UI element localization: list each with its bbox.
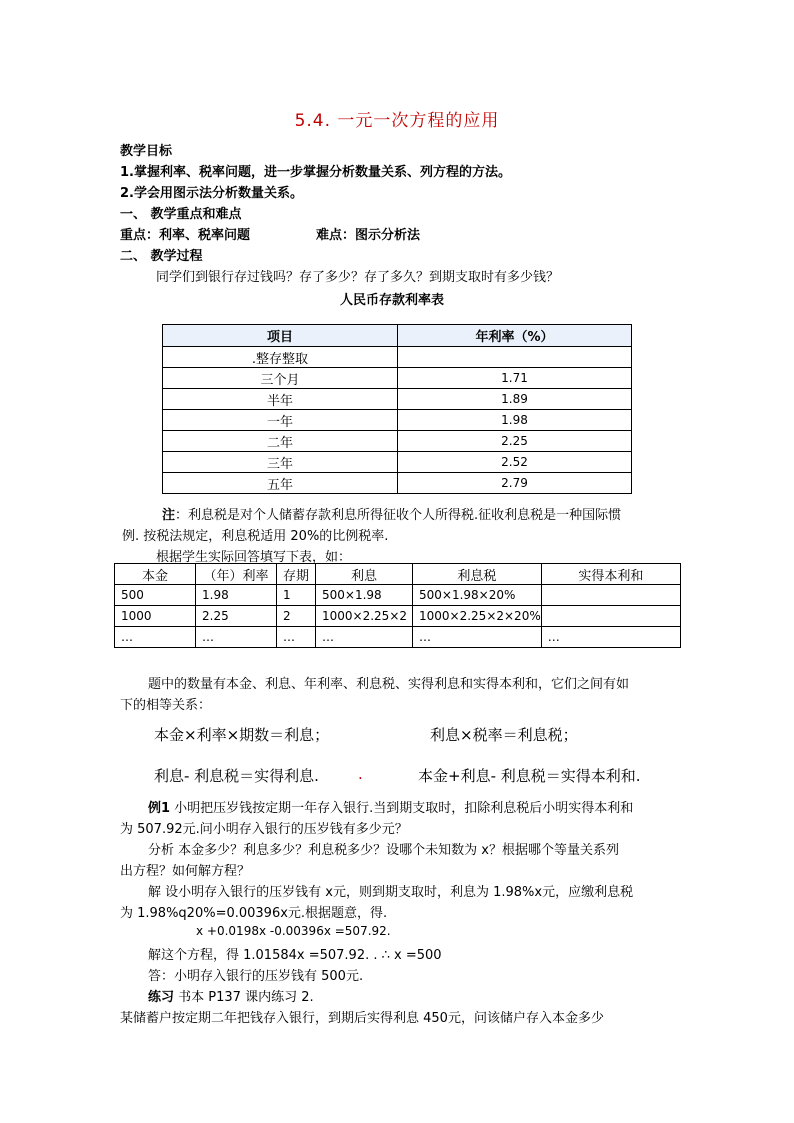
term-cell: 半年 [163, 389, 398, 410]
objective-2: 2.学会用图示法分析数量关系。 [120, 186, 303, 201]
equation-net-interest: 利息- 利息税＝实得利息. [154, 767, 319, 785]
term-cell: 二年 [163, 431, 398, 452]
cell: 500×1.98×20% [413, 585, 542, 606]
table-row [163, 368, 632, 389]
cell: … [316, 627, 413, 648]
rate-cell [398, 347, 632, 368]
table-row [163, 389, 632, 410]
table-header-row [115, 564, 681, 585]
equation-interest: 本金×利率×期数＝利息； [154, 726, 330, 744]
cell [541, 606, 680, 627]
table-row [163, 410, 632, 431]
note-label: 注 [162, 508, 176, 523]
solve-line: 解这个方程，得 1.01584x =507.92. . ∴ x =500 [148, 948, 442, 963]
term-cell: 一年 [163, 410, 398, 431]
equation-setup: x +0.0198x -0.00396x =507.92. [196, 924, 391, 938]
cell: … [196, 627, 277, 648]
table-row [163, 431, 632, 452]
cell: 500×1.98 [316, 585, 413, 606]
rate-cell: 1.71 [398, 368, 632, 389]
intro-question: 同学们到银行存过钱吗？存了多少？存了多久？到期支取时有多少钱？ [156, 270, 560, 285]
cell: 1000 [115, 606, 196, 627]
header-interest: 利息 [316, 564, 413, 585]
analysis-line-2: 出方程？如何解方程？ [120, 864, 251, 879]
cell: 1000×2.25×2×20% [413, 606, 542, 627]
fill-instruction: 根据学生实际回答填写下表，如： [156, 550, 352, 565]
rate-cell: 2.52 [398, 452, 632, 473]
cell: 2 [277, 606, 316, 627]
term-cell: 三个月 [163, 368, 398, 389]
table-row [163, 452, 632, 473]
table-row [163, 473, 632, 494]
cell: 1.98 [196, 585, 277, 606]
equation-net-total: 本金+利息- 利息税＝实得本利和. [418, 767, 641, 785]
answer-line: 答：小明存入银行的压岁钱有 500元. [148, 969, 364, 984]
header-item: 项目 [163, 325, 398, 347]
table-row [115, 606, 681, 627]
relations-line-1: 题中的数量有本金、利息、年利率、利息税、实得利息和实得本利和，它们之间有如 [148, 677, 630, 692]
interest-rate-table [162, 324, 632, 494]
rate-cell: 1.98 [398, 410, 632, 431]
term-cell: 五年 [163, 473, 398, 494]
difficult-point: 难点：图示分析法 [316, 228, 421, 243]
analysis-line-1: 分析 本金多少？利息多少？利息税多少？设哪个未知数为 x？根据哪个等量关系列 [148, 843, 619, 858]
table-row [115, 627, 681, 648]
note-text-1: ：利息税是对个人储蓄存款利息所得征收个人所得税.征收利息税是一种国际惯 [175, 508, 622, 523]
table-header-row [163, 325, 632, 347]
note-line-2: 例. 按税法规定，利息税适用 20%的比例税率. [122, 529, 389, 544]
example-text-1: 小明把压岁钱按定期一年存入银行.当到期支取时，扣除利息税后小明实得本利和 [170, 801, 634, 816]
cell [541, 585, 680, 606]
cell: … [115, 627, 196, 648]
rate-table-caption: 人民币存款利率表 [340, 293, 445, 308]
rate-cell: 1.89 [398, 389, 632, 410]
practice-label: 练习 [148, 990, 175, 1005]
problem-line: 某储蓄户按定期二年把钱存入银行，到期后实得利息 450元，问该储户存入本金多少 [120, 1011, 604, 1026]
interest-calculation-table [114, 563, 681, 648]
table-row [115, 585, 681, 606]
rate-cell: 2.25 [398, 431, 632, 452]
rate-cell: 2.79 [398, 473, 632, 494]
cell: 1000×2.25×2 [316, 606, 413, 627]
header-rate: 年利率（%） [398, 325, 632, 347]
cell: 2.25 [196, 606, 277, 627]
note-line-1 [162, 504, 621, 523]
example-label: 例1 [148, 801, 171, 816]
practice-text: 书本 P137 课内练习 2. [174, 990, 314, 1005]
term-cell: 三年 [163, 452, 398, 473]
red-dot-mark: . [358, 765, 363, 783]
cell: … [277, 627, 316, 648]
example-line-2: 为 507.92元.问小明存入银行的压岁钱有多少元？ [120, 822, 408, 837]
practice-line [148, 986, 314, 1005]
header-rate: （年）利率 [196, 564, 277, 585]
key-point: 重点：利率、税率问题 [120, 228, 251, 243]
page-title: 5.4. 一元一次方程的应用 [294, 111, 500, 131]
cell: 500 [115, 585, 196, 606]
term-cell: .整存整取 [163, 347, 398, 368]
solution-line-2: 为 1.98%q20%=0.00396x元.根据题意，得. [120, 906, 388, 921]
header-term: 存期 [277, 564, 316, 585]
objectives-heading: 教学目标 [120, 144, 173, 159]
equation-interest-tax: 利息×税率＝利息税； [430, 726, 578, 744]
header-principal: 本金 [115, 564, 196, 585]
example-line-1 [148, 797, 633, 816]
section-1-heading: 一、 教学重点和难点 [120, 207, 242, 222]
table-row [163, 347, 632, 368]
header-total: 实得本利和 [541, 564, 680, 585]
cell: … [413, 627, 542, 648]
cell: 1 [277, 585, 316, 606]
relations-line-2: 下的相等关系： [120, 698, 212, 713]
section-2-heading: 二、 教学过程 [120, 249, 203, 264]
header-interest-tax: 利息税 [413, 564, 542, 585]
objective-1: 1.掌握利率、税率问题，进一步掌握分析数量关系、列方程的方法。 [120, 165, 511, 180]
cell: … [541, 627, 680, 648]
solution-line-1: 解 设小明存入银行的压岁钱有 x元，则到期支取时，利息为 1.98%x元，应缴利息税 [148, 885, 634, 900]
